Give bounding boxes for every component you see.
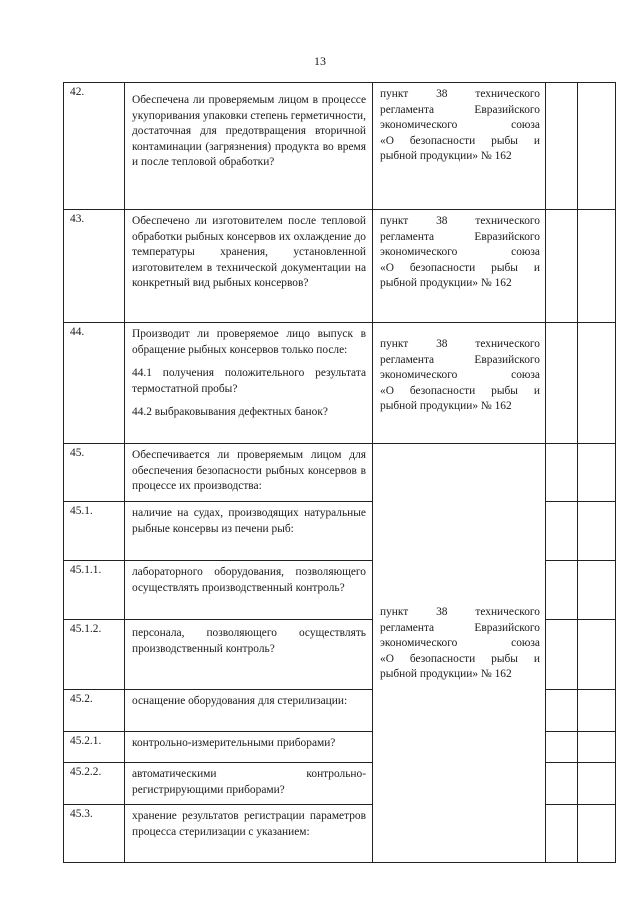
reference-line: пункт 38 технического (380, 606, 540, 619)
blank-cell (546, 561, 578, 620)
blank-cell (578, 732, 616, 763)
question-cell (125, 561, 373, 620)
question-text: лабораторного оборудования, позволяющего осуществлять производственный контроль? (132, 566, 366, 594)
blank-cell (578, 323, 616, 444)
question-text: контрольно-измерительными приборами? (132, 737, 336, 749)
question-cell (125, 323, 373, 444)
question-cell (125, 763, 373, 805)
question-text: Обеспечивается ли проверяемым лицом для обеспечения безопасности рыбных консервов в процессе их производства: (132, 449, 366, 493)
reference-cell (373, 210, 546, 323)
table-row (64, 210, 616, 323)
blank-cell (578, 763, 616, 805)
question-text: автоматическими контрольно-регистрирующими приборами? (132, 768, 366, 796)
blank-cell (546, 732, 578, 763)
table-row (64, 444, 616, 502)
question-cell (125, 690, 373, 732)
blank-cell (546, 323, 578, 444)
blank-cell (578, 561, 616, 620)
question-cell (125, 805, 373, 863)
question-text: хранение результатов регистрации параметров процесса стерилизации с указанием: (132, 810, 366, 838)
question-cell (125, 444, 373, 502)
reference-line: экономического союза (380, 369, 540, 382)
blank-cell (546, 690, 578, 732)
reference-line: экономического союза (380, 246, 540, 259)
reference-line: рыбной продукции» № 162 (380, 668, 512, 681)
reference-line: «О безопасности рыбы и (380, 261, 540, 274)
blank-cell (578, 620, 616, 690)
question-text: наличие на судах, производящих натуральные рыбные консервы из печени рыб: (132, 507, 366, 535)
item-number: 45.2.2. (64, 763, 125, 805)
question-cell (125, 83, 373, 210)
blank-cell (578, 83, 616, 210)
reference-line: «О безопасности рыбы и (380, 652, 540, 665)
reference-cell (373, 323, 546, 444)
reference-line: экономического союза (380, 119, 540, 132)
item-number: 45.1. (64, 502, 125, 561)
reference-line: «О безопасности рыбы и (380, 134, 540, 147)
item-number: 45. (64, 444, 125, 502)
item-number: 43. (64, 210, 125, 323)
table-row (64, 83, 616, 210)
blank-cell (578, 444, 616, 502)
reference-line: пункт 38 технического (380, 88, 540, 100)
question-cell (125, 210, 373, 323)
reference-line: экономического союза (380, 637, 540, 650)
blank-cell (546, 210, 578, 323)
reference-line: пункт 38 технического (380, 215, 540, 227)
question-cell (125, 502, 373, 561)
item-number: 45.1.2. (64, 620, 125, 690)
question-text: Обеспечено ли изготовителем после тепловой обработки рыбных консервов их охлаждение до температуры хранения, установленной изготовителем в технической документации на конкретный вид рыбных консервов? (132, 215, 366, 290)
reference-cell (373, 83, 546, 210)
page-number: 13 (314, 54, 326, 68)
reference-line: пункт 38 технического (380, 338, 540, 350)
reference-line: «О безопасности рыбы и (380, 384, 540, 397)
blank-cell (546, 83, 578, 210)
checklist-table (63, 82, 616, 863)
reference-line: рыбной продукции» № 162 (380, 277, 512, 290)
question-subitem: 44.2 выбраковывания дефектных банок? (132, 406, 328, 419)
item-number: 42. (64, 83, 125, 210)
question-subitem: 44.1 получения положительного результата термостатной пробы? (132, 367, 366, 395)
blank-cell (546, 763, 578, 805)
table-row (64, 323, 616, 444)
blank-cell (546, 620, 578, 690)
reference-line: регламента Евразийского (380, 353, 540, 366)
reference-line: регламента Евразийского (380, 230, 540, 243)
item-number: 45.1.1. (64, 561, 125, 620)
question-text: Производит ли проверяемое лицо выпуск в обращение рыбных консервов только после: (132, 328, 366, 356)
item-number: 45.2. (64, 690, 125, 732)
item-number: 45.2.1. (64, 732, 125, 763)
question-cell (125, 732, 373, 763)
reference-cell (546, 805, 578, 863)
question-text: персонала, позволяющего осуществлять производственный контроль? (132, 627, 366, 655)
question-text: Обеспечена ли проверяемым лицом в процессе укупоривания упаковки степень герметичности, достаточная для предотвращения вторичной контаминации (загрязнения) продукта во время и после тепловой обработки? (132, 94, 366, 169)
item-number: 44. (64, 323, 125, 444)
reference-line: регламента Евразийского (380, 621, 540, 634)
question-cell (125, 620, 373, 690)
reference-line: регламента Евразийского (380, 103, 540, 116)
reference-line: рыбной продукции» № 162 (380, 400, 512, 413)
item-number: 45.3. (64, 805, 125, 863)
reference-line: рыбной продукции» № 162 (380, 150, 512, 163)
blank-cell (578, 805, 616, 863)
blank-cell (546, 502, 578, 561)
blank-cell (578, 690, 616, 732)
question-text: оснащение оборудования для стерилизации: (132, 695, 348, 707)
blank-cell (578, 210, 616, 323)
reference-cell (373, 444, 546, 863)
blank-cell (578, 502, 616, 561)
blank-cell (546, 444, 578, 502)
